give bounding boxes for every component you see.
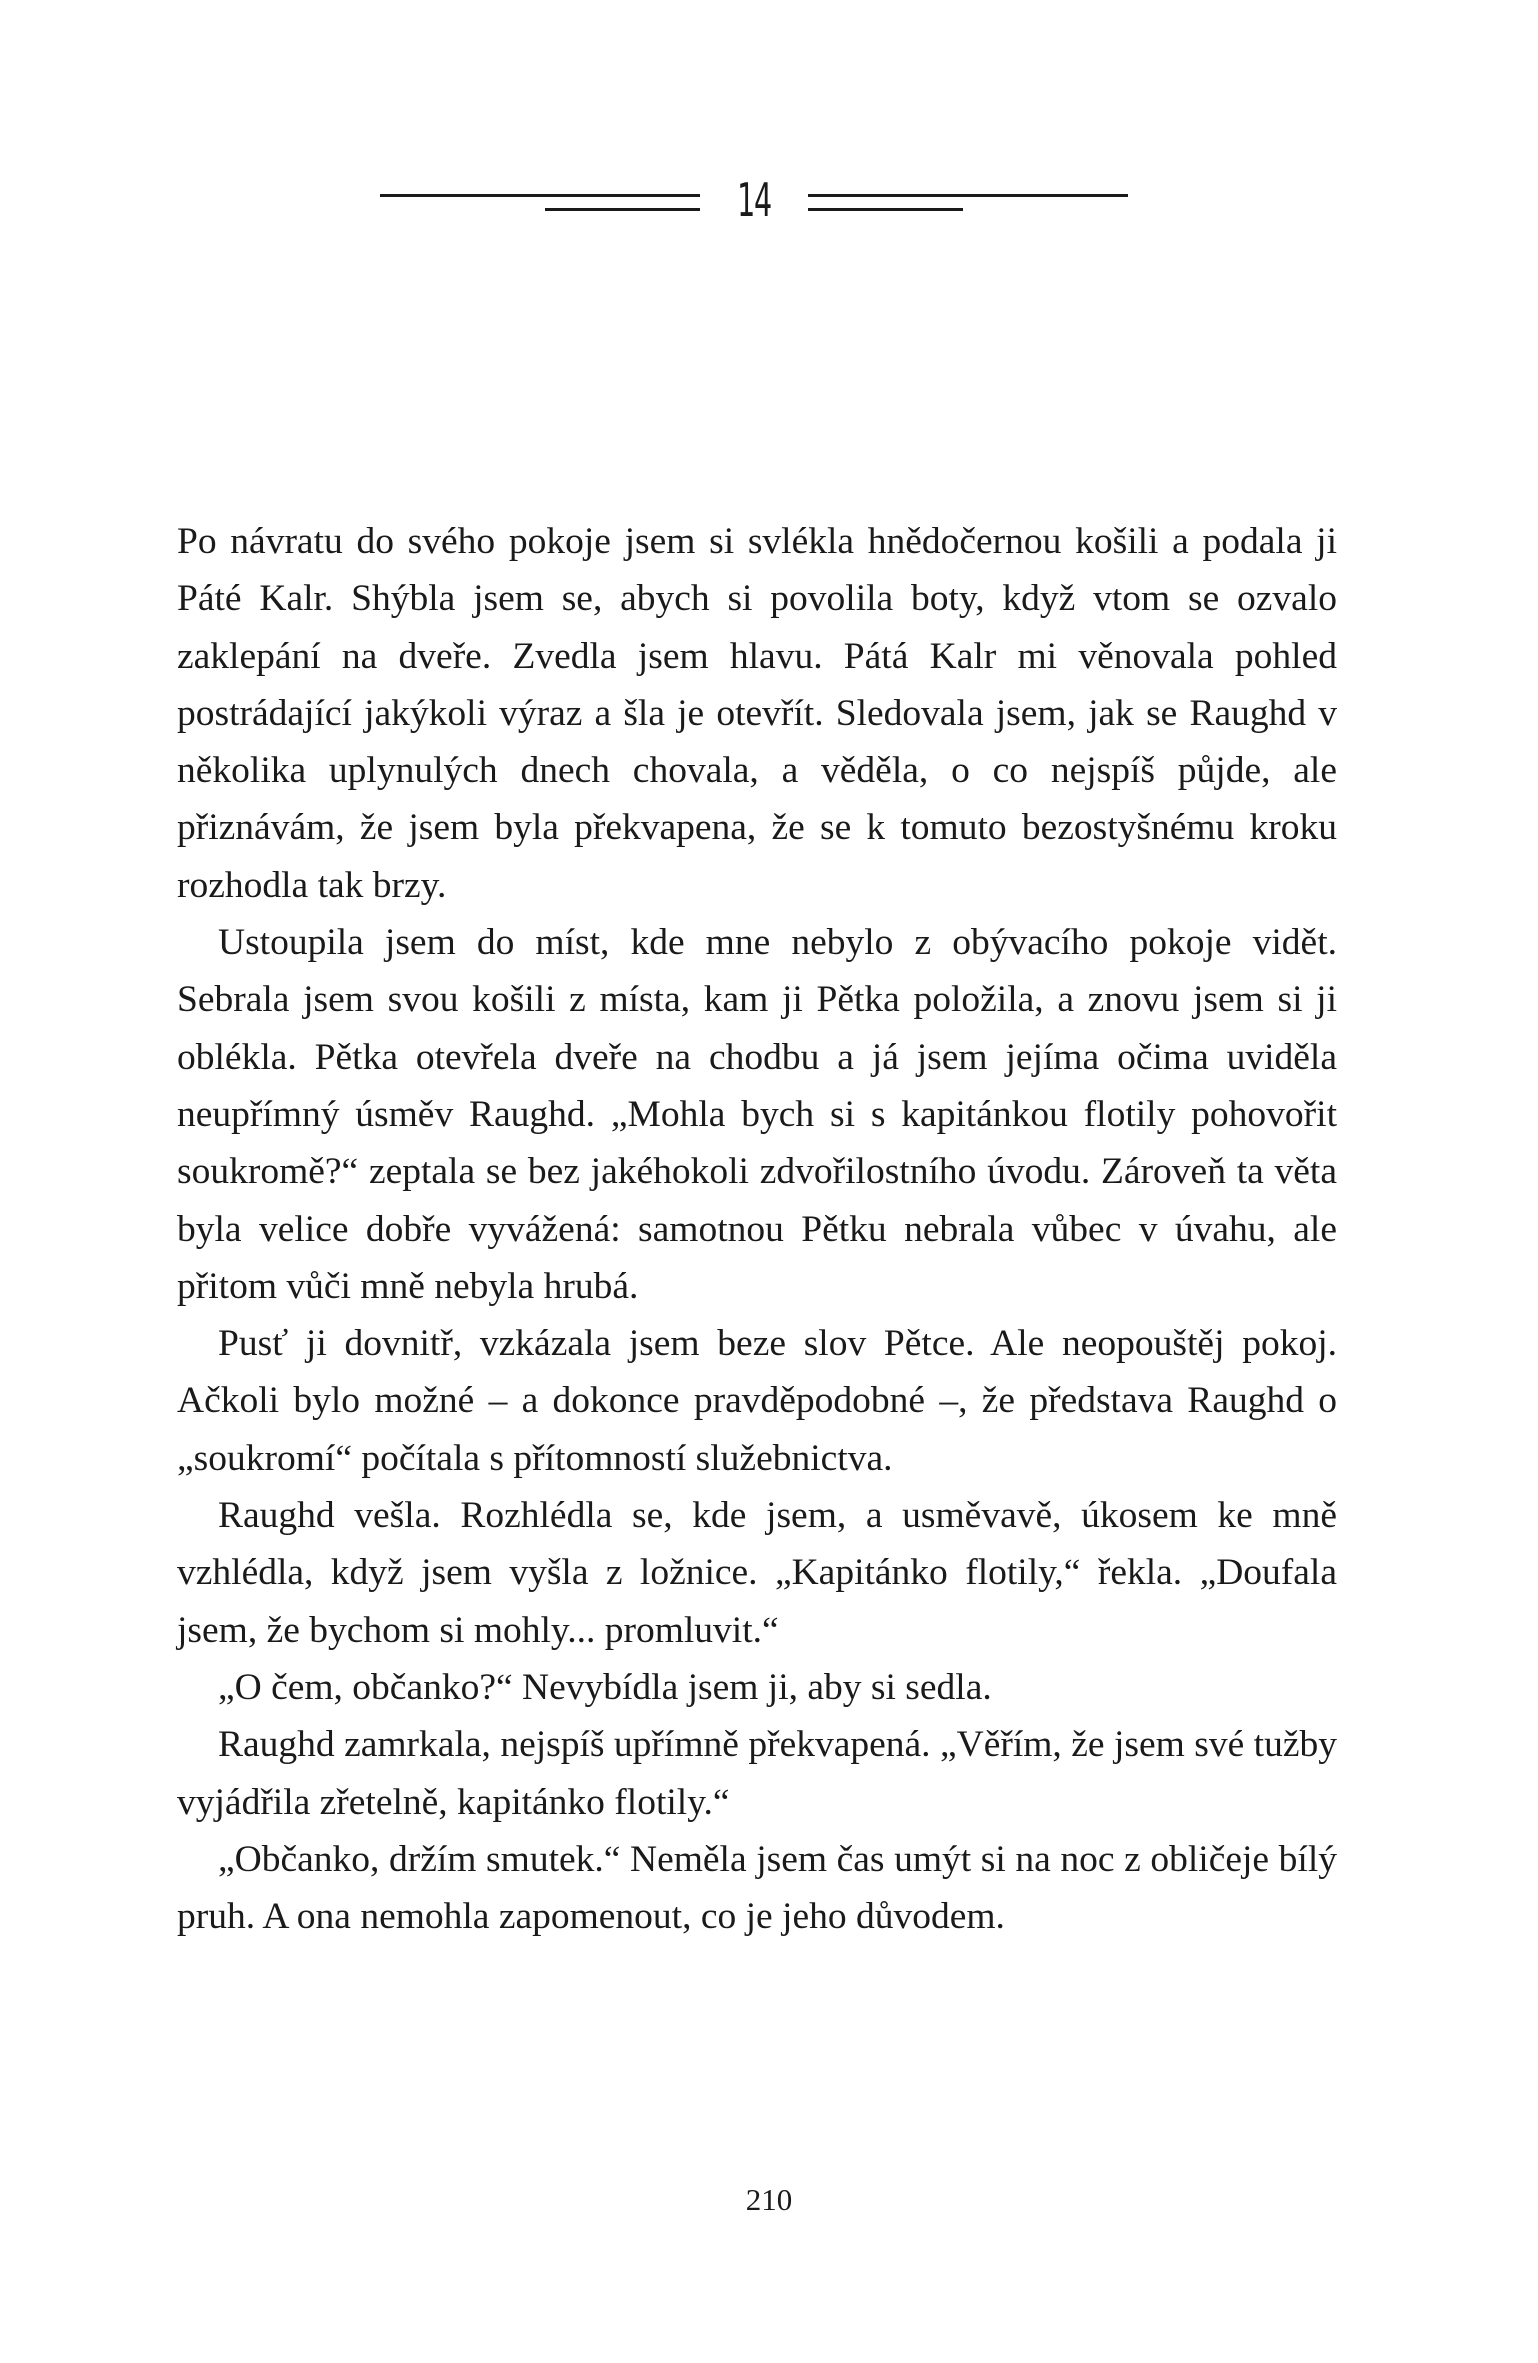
paragraph: „Občanko, držím smutek.“ Neměla jsem čas umýt si na noc z obličeje bílý pruh. A ona nemohla zapomenout, co je jeho důvodem.: [177, 1838, 1337, 1938]
chapter-number: 14: [737, 173, 771, 227]
paragraph: „O čem, občanko?“ Nevybídla jsem ji, aby si sedla.: [218, 1666, 992, 1708]
page-number: 210: [745, 2182, 793, 2217]
ornament-rule-right-long: [808, 194, 1128, 197]
ornament-rule-left-short: [545, 208, 700, 211]
chapter-body-text: [177, 513, 1337, 1945]
paragraph: Po návratu do svého pokoje jsem si svlékla hnědočernou košili a podala ji Páté Kalr. Shýbla jsem se, abych si povolila boty, když vtom se ozvalo zaklepání na dveře. Zvedla jsem hlavu. Pátá Kalr mi věnovala pohled postrádající jakýkoli výraz a šla je otevřít. Sledovala jsem, jak se Raughd v několika uplynulých dnech chovala, a věděla, o co nejspíš půjde, ale přiznávám, že jsem byla překvapena, že se k tomuto bezostyšnému kroku rozhodla tak brzy.: [177, 521, 1337, 906]
paragraph: Raughd zamrkala, nejspíš upřímně překvapená. „Věřím, že jsem své tužby vyjádřila zřetelně, kapitánko flotily.“: [177, 1724, 1337, 1823]
paragraph: Ustoupila jsem do míst, kde mne nebylo z obývacího pokoje vidět. Sebrala jsem svou košili z místa, kam ji Pětka položila, a znovu jsem si ji oblékla. Pětka otevřela dveře na chodbu a já jsem jejíma očima uviděla neupřímný úsměv Raughd. „Mohla bych si s kapitánkou flotily pohovořit soukromě?“ zeptala se bez jakéhokoli zdvořilostního úvodu. Zároveň ta věta byla velice dobře vyvážená: samotnou Pětku nebrala vůbec v úvahu, ale přitom vůči mně nebyla hrubá.: [177, 922, 1337, 1307]
paragraph: Raughd vešla. Rozhlédla se, kde jsem, a usměvavě, úkosem ke mně vzhlédla, když jsem vyšla z ložnice. „Kapitánko flotily,“ řekla. „Doufala jsem, že bychom si mohly... promluvit.“: [177, 1495, 1337, 1651]
paragraph: Pusť ji dovnitř, vzkázala jsem beze slov Pětce. Ale neopouštěj pokoj. Ačkoli bylo možné – a dokonce pravděpodobné –, že představa Raughd o „soukromí“ počítala s přítomností služebnictva.: [177, 1323, 1337, 1479]
ornament-rule-left-long: [380, 194, 700, 197]
chapter-heading: [0, 170, 1538, 230]
ornament-rule-right-short: [808, 208, 963, 211]
